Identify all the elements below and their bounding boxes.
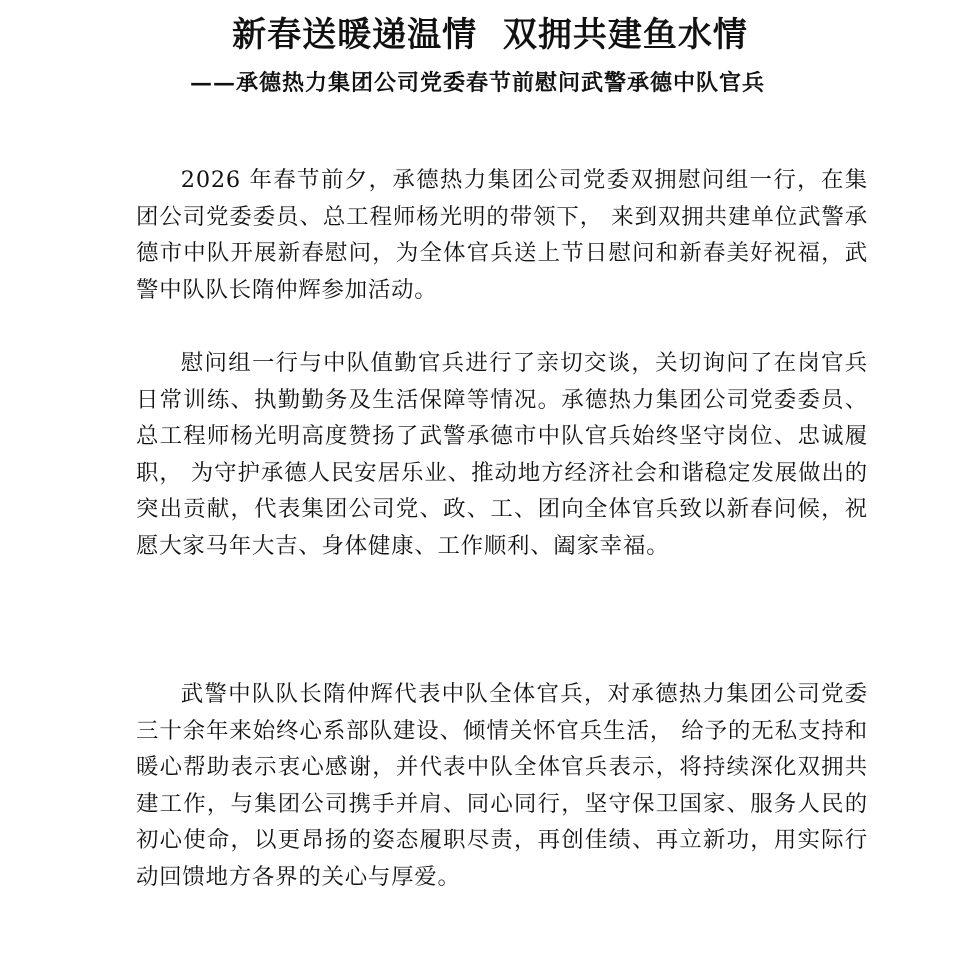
page-title: 新春送暖递温情 双拥共建鱼水情 [232,15,748,55]
body-paragraph-2: 慰问组一行与中队值勤官兵进行了亲切交谈，关切询问了在岗官兵日常训练、执勤勤务及生活保障等情况。承德热力集团公司党委委员、总工程师杨光明高度赞扬了武警承德市中队官兵始终坚守岗位、忠诚履职， 为守护承德人民安居乐业、推动地方经济社会和谐稳定发展做出的突出贡献，代表集团公司党、政、工、团向全体官兵致以新春问候，祝愿大家马年大吉、身体健康、工作顺利、阖家幸福。 [136,350,868,559]
page-subtitle: ——承德热力集团公司党委春节前慰问武警承德中队官兵 [190,70,766,96]
body-paragraph-1: 2026 年春节前夕，承德热力集团公司党委双拥慰问组一行，在集团公司党委委员、总工程师杨光明的带领下， 来到双拥共建单位武警承德市中队开展新春慰问，为全体官兵送上节日慰问和新春美好祝福，武警中队队长隋仲辉参加活动。 [136,167,868,303]
body-paragraph-3: 武警中队队长隋仲辉代表中队全体官兵，对承德热力集团公司党委三十余年来始终心系部队建设、倾情关怀官兵生活， 给予的无私支持和暖心帮助表示衷心感谢，并代表中队全体官兵表示，将持续深化双拥共建工作，与集团公司携手并肩、同心同行，坚守保卫国家、服务人民的初心使命，以更昂扬的姿态履职尽责，再创佳绩、再立新功，用实际行动回馈地方各界的关心与厚爱。 [136,681,868,890]
